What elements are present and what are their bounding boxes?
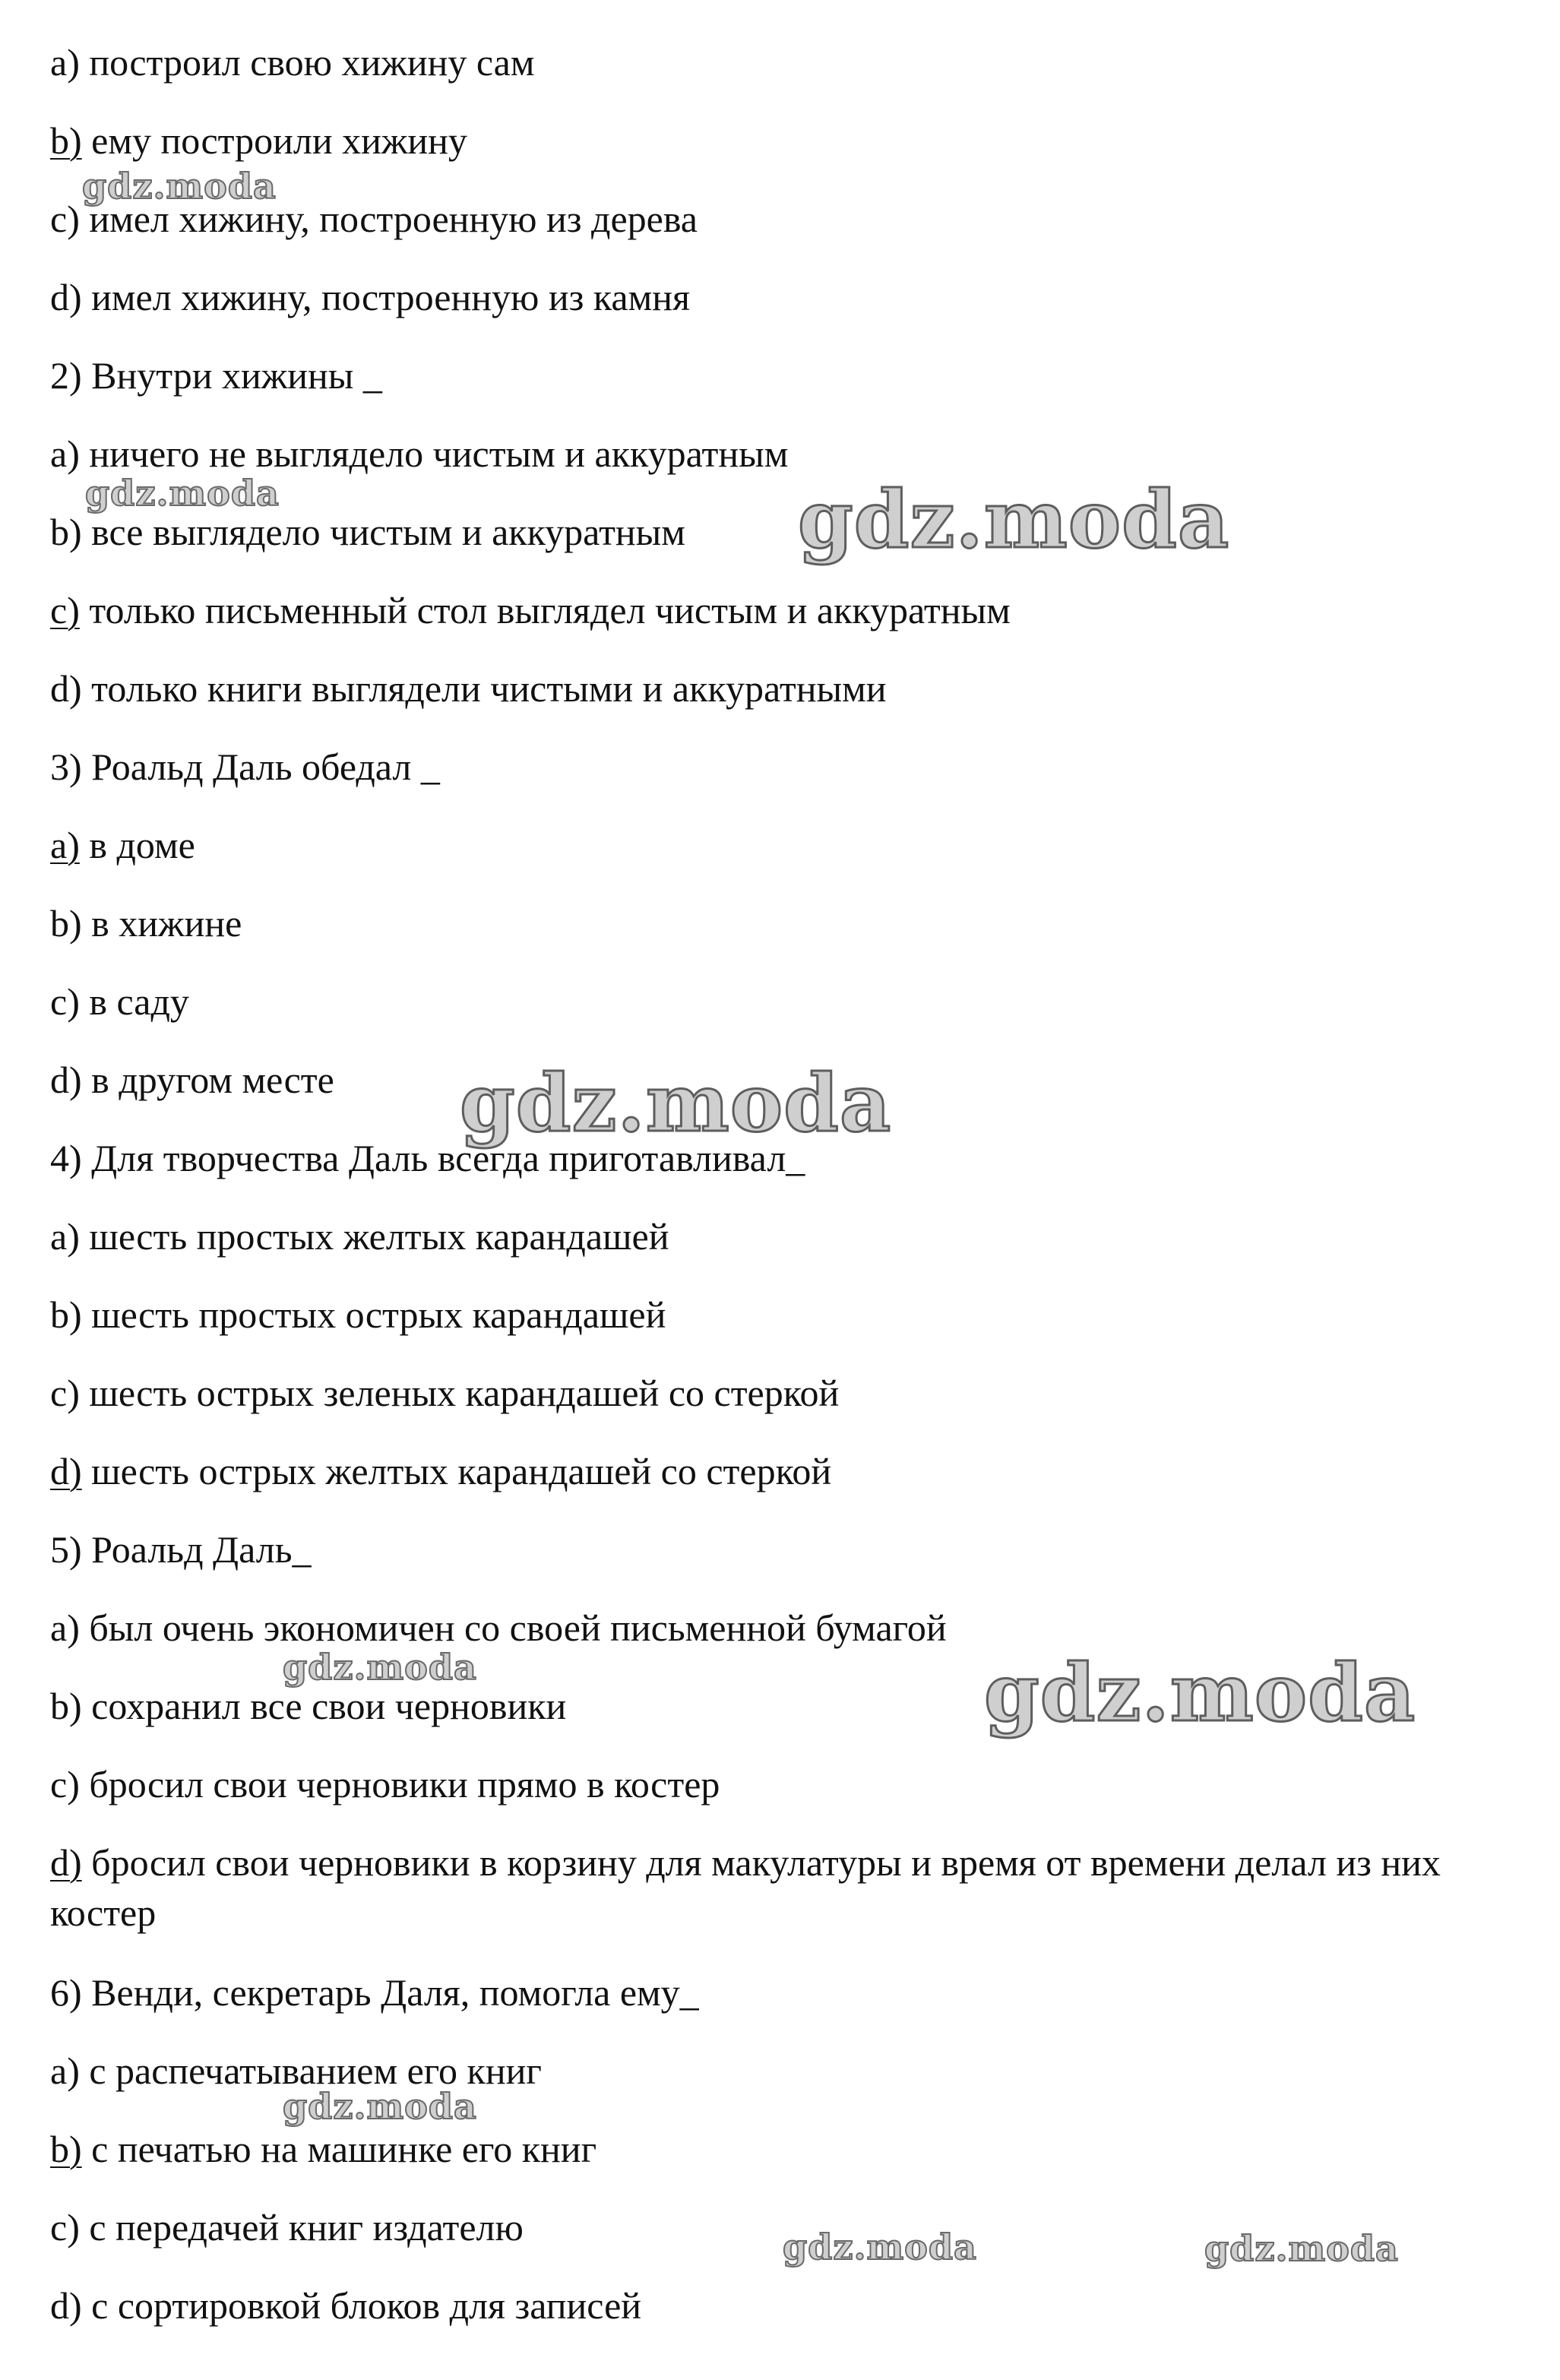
option-text: только книги выглядели чистыми и аккуратными [81, 667, 887, 710]
option-text: бросил свои черновики в корзину для макулатуры и время от времени делал из них костер [50, 1841, 1441, 1934]
option-marker: c) [50, 980, 80, 1023]
option-text: построил свою хижину сам [79, 41, 535, 84]
answer-option [50, 666, 887, 711]
watermark: gdz.moda [1204, 2228, 1399, 2269]
option-marker: c) [50, 1372, 80, 1414]
watermark: gdz.moda [85, 473, 280, 514]
question-text: Для творчества Даль всегда приготавливал_ [81, 1137, 805, 1179]
question [50, 1527, 312, 1572]
question [50, 1970, 699, 2015]
answer-option [50, 509, 685, 555]
question-number: 5) [50, 1528, 82, 1571]
answer-option [50, 2283, 641, 2328]
option-marker: a) [50, 41, 80, 84]
answer-option [50, 900, 242, 946]
question-text: Роальд Даль обедал _ [81, 745, 440, 788]
question-number: 3) [50, 745, 82, 788]
question [50, 1135, 805, 1181]
question-number: 2) [50, 354, 82, 397]
option-text: в саду [79, 980, 189, 1023]
option-marker: a) [50, 432, 80, 475]
option-text: шесть простых желтых карандашей [79, 1215, 669, 1258]
option-text: шесть острых желтых карандашей со стеркой [81, 1450, 832, 1492]
answer-option [50, 118, 467, 163]
option-marker: d) [50, 667, 82, 710]
answer-option [50, 1292, 666, 1337]
answer-option [50, 431, 788, 476]
option-text: с печатью на машинке его книг [81, 2128, 597, 2170]
option-marker: b) [50, 511, 82, 553]
option-marker-underlined: b) [50, 2128, 82, 2170]
watermark: gdz.moda [798, 473, 1230, 566]
question-text: Венди, секретарь Даля, помогла ему_ [81, 1971, 699, 2014]
option-text: с передачей книг издателю [79, 2206, 524, 2249]
option-text: был очень экономичен со своей письменной бумагой [79, 1606, 947, 1649]
option-text: бросил свои черновики прямо в костер [79, 1763, 720, 1806]
question [50, 744, 440, 790]
answer-option [50, 196, 698, 242]
answer-option [50, 2204, 524, 2250]
option-text: шесть простых острых карандашей [81, 1293, 666, 1336]
answer-option [50, 1683, 566, 1729]
answer-option [50, 1370, 839, 1416]
option-text: ему построили хижину [81, 119, 467, 162]
option-text: в другом месте [81, 1059, 334, 1101]
option-marker: d) [50, 276, 82, 318]
option-text: с распечатыванием его книг [79, 2049, 542, 2092]
question [50, 353, 382, 398]
option-marker-underlined: d) [50, 1841, 82, 1884]
answer-option [50, 1057, 334, 1103]
answer-option [50, 274, 690, 320]
question-number: 6) [50, 1971, 82, 2014]
option-marker: b) [50, 1685, 82, 1727]
answer-option [50, 40, 534, 85]
option-text: имел хижину, построенную из дерева [79, 198, 698, 240]
option-marker-underlined: b) [50, 119, 82, 162]
option-text: шесть острых зеленых карандашей со стеркой [79, 1372, 840, 1414]
option-text: в доме [79, 824, 195, 866]
watermark: gdz.moda [984, 1646, 1416, 1739]
option-text: сохранил все свои черновики [81, 1685, 567, 1727]
answer-option [50, 2126, 596, 2172]
answer-option [50, 1448, 831, 1494]
option-text: только письменный стол выглядел чистым и аккуратным [79, 589, 1011, 631]
option-marker: c) [50, 1763, 80, 1806]
option-text: все выглядело чистым и аккуратным [81, 511, 685, 553]
option-marker: d) [50, 1059, 82, 1101]
question-text: Роальд Даль_ [81, 1528, 312, 1571]
option-text: в хижине [81, 902, 242, 945]
option-marker-underlined: c) [50, 589, 80, 631]
answer-option [50, 979, 189, 1024]
option-marker: b) [50, 902, 82, 945]
option-marker: c) [50, 2206, 80, 2249]
watermark: gdz.moda [460, 1056, 892, 1150]
option-marker: a) [50, 1215, 80, 1258]
answer-option [50, 822, 195, 868]
option-marker-underlined: d) [50, 1450, 82, 1492]
watermark: gdz.moda [783, 2227, 977, 2268]
answer-option [50, 2048, 542, 2094]
watermark: gdz.moda [283, 1647, 477, 1688]
answer-option [50, 587, 1011, 633]
question-text: Внутри хижины _ [81, 354, 382, 397]
option-marker: d) [50, 2284, 82, 2327]
option-marker: a) [50, 1606, 80, 1649]
watermark: gdz.moda [82, 166, 277, 207]
option-marker: a) [50, 2049, 80, 2092]
option-text: с сортировкой блоков для записей [81, 2284, 642, 2327]
option-marker: c) [50, 198, 80, 240]
answer-option [50, 1605, 947, 1650]
option-text: имел хижину, построенную из камня [81, 276, 690, 318]
answer-option [50, 1837, 1463, 1938]
question-number: 4) [50, 1137, 82, 1179]
answer-option [50, 1761, 720, 1807]
option-marker-underlined: a) [50, 824, 80, 866]
option-marker: b) [50, 1293, 82, 1336]
option-text: ничего не выглядело чистым и аккуратным [79, 432, 789, 475]
answer-option [50, 1214, 669, 1259]
watermark: gdz.moda [283, 2086, 477, 2127]
